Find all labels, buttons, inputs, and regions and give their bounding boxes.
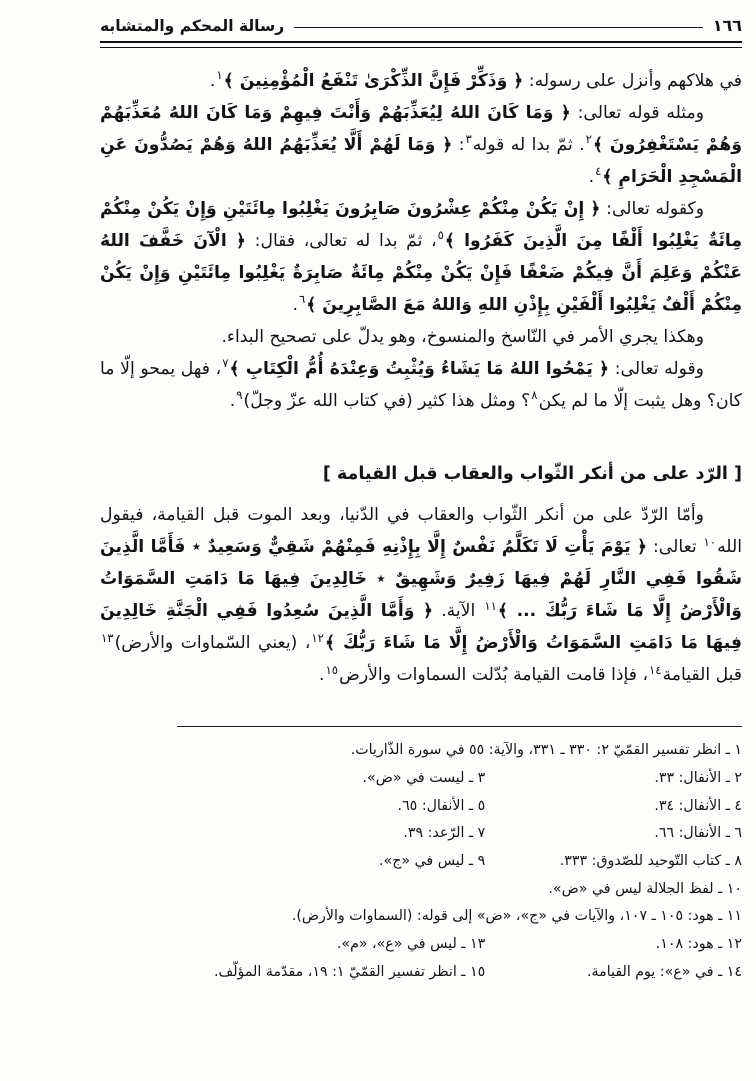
footnote-ref: ١٥ <box>325 662 339 677</box>
text-run: . <box>292 294 298 315</box>
text-run: ، فإذا قامت القيامة بُدّلت السماوات والأرض <box>339 665 648 686</box>
body-text <box>100 66 742 692</box>
footnote-ref: ٢ <box>585 132 592 147</box>
footnote: ٤ ـ الأنفال: ٣٤. <box>654 797 742 814</box>
text-run: . ثمّ بدا له قوله <box>472 134 585 155</box>
text-run: : <box>452 134 465 155</box>
paragraph <box>100 322 742 354</box>
footnote-ref: ٤ <box>595 164 602 179</box>
paragraph <box>100 354 742 418</box>
quran-verse: ﴿ وَذَكِّرْ فَإِنَّ الذِّكْرَىٰ تَنْفَعُ الْمُؤْمِنِينَ ﴾ <box>223 71 524 91</box>
footnote: ١٢ ـ هود: ١٠٨. <box>655 936 742 953</box>
text-run: . <box>209 71 216 91</box>
page-header <box>100 16 742 35</box>
paragraph <box>100 98 742 194</box>
footnote-ref: ٦ <box>298 292 306 307</box>
text-run: تعالى: <box>647 537 703 558</box>
footnote-ref: ١٠ <box>703 534 717 549</box>
quran-verse: ﴿ إِنْ يَكُنْ مِنْكُمْ عِشْرُونَ صَابِرُونَ يَغْلِبُوا مِائَتَيْنِ وَإِنْ يَكُنْ مِنْكُمْ مِائَةٌ يَغْلِبُوا أَلْفًا مِنَ الَّذِينَ كَفَرُوا ﴾ <box>100 198 742 251</box>
book-title: رسالة المحكم والمتشابه <box>100 16 285 35</box>
quran-verse: ﴿ يَوْمَ يَأْتِ لَا تَكَلَّمُ نَفْسٌ إِلَّا بِإِذْنِهِ فَمِنْهُمْ شَقِيٌّ وَسَعِيدٌ ٭ فَأَمَّا الَّذِينَ شَقُوا فَفِي النَّارِ لَهُمْ فِيهَا زَفِيرٌ وَشَهِيقٌ ٭ خَالِدِينَ فِيهَا مَا دَامَتِ السَّمَوَاتُ وَالْأَرْضُ إِلَّا مَا شَاءَ رَبُّكَ ... ﴾ <box>100 537 742 622</box>
text-run: الآية. <box>433 601 484 622</box>
paragraph <box>100 66 742 98</box>
footnote: ٨ ـ كتاب التّوحيد للصّدوق: ٣٣٣. <box>559 853 742 870</box>
header-rule <box>294 27 703 28</box>
footnote: ١١ ـ هود: ١٠٥ ـ ١٠٧، والآيات في «ج»، «ض» إلى قوله: (السماوات والأرض). <box>291 908 742 925</box>
quran-verse: ﴿ الْآنَ خَفَّفَ اللهُ عَنْكُمْ وَعَلِمَ أَنَّ فِيكُمْ ضَعْفًا فَإِنْ يَكُنْ مِنْكُمْ مِائَةٌ صَابِرَةٌ يَغْلِبُوا مِائَتَيْنِ وَإِنْ يَكُنْ مِنْكُمْ أَلْفٌ يَغْلِبُوا أَلْفَيْنِ بِإِذْنِ اللهِ وَاللهُ مَعَ الصَّابِرِينَ ﴾ <box>100 230 742 315</box>
quran-verse: ﴿ وَأَمَّا الَّذِينَ سُعِدُوا فَفِي الْجَنَّةِ خَالِدِينَ فِيهَا مَا دَامَتِ السَّمَوَاتُ وَالْأَرْضُ إِلَّا مَا شَاءَ رَبُّكَ ﴾ <box>100 601 743 654</box>
text-run: ومثله قوله تعالى: <box>570 102 704 123</box>
text-run: في هلاكهم وأنزل على رسوله: <box>523 71 742 91</box>
text-run: ، فهل يمحو إلّا ما كان؟ وهل يثبت إلّا ما لم يكن <box>100 358 742 411</box>
text-run: . <box>229 390 236 411</box>
quran-verse: ﴿ يَمْحُوا اللهُ مَا يَشَاءُ وَيُثْبِتُ وَعِنْدَهُ أُمُّ الْكِتَابِ ﴾ <box>229 358 610 379</box>
text-run: وأمّا الرّدّ على من أنكر الثّواب والعقاب في الدّنيا، وبعد الموت قبل القيامة، فيقول الله <box>100 505 742 558</box>
footnote: ١٣ ـ ليس في «ع»، «م». <box>336 936 486 953</box>
footnote: ٢ ـ الأنفال: ٣٣. <box>654 769 742 786</box>
footnote: ٥ ـ الأنفال: ٦٥. <box>397 797 486 814</box>
footnote-ref: ٥ <box>437 228 444 243</box>
footnote: ١٠ ـ لفظ الجلالة ليس في «ض». <box>548 880 742 897</box>
text-run: ، ثمّ بدا له تعالى، فقال: <box>246 230 437 251</box>
footnote-ref: ١ <box>216 68 223 83</box>
text-run: وهكذا يجري الأمر في النّاسخ والمنسوخ، وهو يدلّ على تصحيح البداء. <box>221 326 704 347</box>
footnote-ref: ١٤ <box>649 662 662 677</box>
footnote-ref: ١١ <box>484 598 497 613</box>
footnote: ٧ ـ الرّعد: ٣٩. <box>403 825 486 842</box>
footnote: ١٤ ـ في «ع»: يوم القيامة. <box>587 963 742 980</box>
footnotes-section <box>100 726 742 986</box>
text-run: ؟ ومثل هذا كثير (في كتاب الله عزّ وجلّ) <box>243 390 531 411</box>
page-number: ١٦٦ <box>712 16 742 35</box>
paragraph <box>100 500 742 692</box>
footnote-ref: ٣ <box>465 132 472 147</box>
footnote-ref: ١٣ <box>101 630 114 645</box>
footnote-ref: ٩ <box>236 388 243 403</box>
footnote: ٦ ـ الأنفال: ٦٦. <box>654 825 742 842</box>
footnote: ٣ ـ ليست في «ض». <box>362 769 486 786</box>
footnote-ref: ٧ <box>222 356 229 371</box>
footnote-ref: ١٢ <box>311 630 324 645</box>
footnote-grid <box>100 737 742 986</box>
quran-verse: ﴿ وَمَا كَانَ اللهُ لِيُعَذِّبَهُمْ وَأَنْتَ فِيهِمْ وَمَا كَانَ اللهُ مُعَذِّبَهُمْ وَهُمْ يَسْتَغْفِرُونَ ﴾ <box>100 102 743 155</box>
text-run: وكقوله تعالى: <box>600 198 704 219</box>
quran-verse: ﴿ وَمَا لَهُمْ أَلَّا يُعَذِّبَهُمُ اللهُ وَهُمْ يَصُدُّونَ عَنِ الْمَسْجِدِ الْحَرَامِ ﴾ <box>100 134 742 187</box>
text-run: ، (يعني السّماوات والأرض) <box>114 633 311 654</box>
footnote: ١ ـ انظر تفسير القمّيّ ٢: ٣٣٠ ـ ٣٣١، والآية: ٥٥ في سورة الذّاريات. <box>350 742 742 759</box>
paragraph <box>100 194 742 322</box>
footnote-ref: ٨ <box>531 388 538 403</box>
footnote: ١٥ ـ انظر تفسير القمّيّ ١: ١٩، مقدّمة المؤلّف. <box>214 963 486 980</box>
footnote: ٩ ـ ليس في «ج». <box>379 853 486 870</box>
text-run: . <box>319 665 325 686</box>
header-double-rule <box>100 41 742 48</box>
text-run: وقوله تعالى: <box>609 358 704 379</box>
text-run: قبل القيامة <box>662 665 742 686</box>
section-heading: [ الرّد على من أنكر الثّواب والعقاب قبل القيامة ] <box>322 463 742 484</box>
text-run: . <box>588 166 595 187</box>
footnote-separator <box>177 726 742 727</box>
